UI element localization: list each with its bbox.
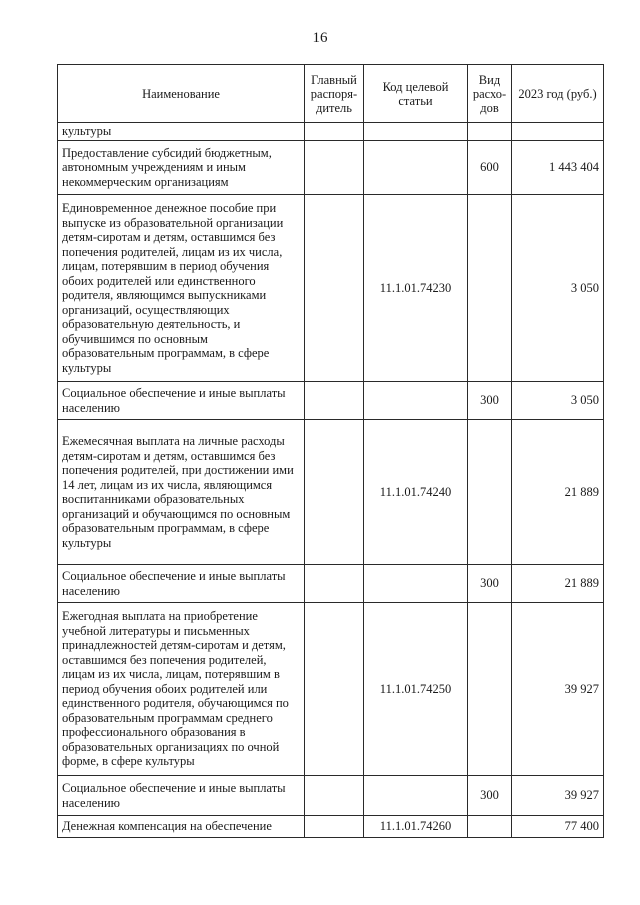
header-amount: 2023 год (руб.) (512, 65, 604, 123)
cell-grbs (305, 141, 364, 195)
header-name: Наименование (58, 65, 305, 123)
cell-grbs (305, 382, 364, 420)
cell-vr (468, 603, 512, 776)
cell-grbs (305, 123, 364, 141)
cell-vr: 300 (468, 776, 512, 816)
cell-kcs (364, 776, 468, 816)
table-header-row (58, 65, 604, 123)
cell-grbs (305, 565, 364, 603)
header-vr: Вид расхо-дов (468, 65, 512, 123)
cell-kcs (364, 123, 468, 141)
cell-kcs: 11.1.01.74260 (364, 816, 468, 838)
cell-grbs (305, 420, 364, 565)
cell-kcs: 11.1.01.74250 (364, 603, 468, 776)
cell-amount: 39 927 (512, 603, 604, 776)
table-row (58, 195, 604, 382)
cell-name: Ежегодная выплата на приобретение учебной литературы и письменных принадлежностей детям-сиротам и детям, оставшимся без попечения родителей, лицам из их числа, лицам, потерявшим в период обучения обоих родителей или единственного родителя, обучающимся по образовательным программам среднего профессионального образования в образовательных организациях по очной форме, в сфере культуры (58, 603, 305, 776)
table-row (58, 123, 604, 141)
cell-name: Ежемесячная выплата на личные расходы детям-сиротам и детям, оставшимся без попечения родителей, при достижении ими 14 лет, лицам из их числа, являющимся воспитанниками образовательных организаций и обучающимся по основным образовательным программам, в сфере культуры (58, 420, 305, 565)
cell-grbs (305, 603, 364, 776)
cell-kcs: 11.1.01.74230 (364, 195, 468, 382)
table-row (58, 816, 604, 838)
cell-vr: 300 (468, 565, 512, 603)
cell-vr (468, 420, 512, 565)
table-row (58, 565, 604, 603)
cell-grbs (305, 776, 364, 816)
cell-vr (468, 123, 512, 141)
cell-name: Предоставление субсидий бюджетным, автономным учреждениям и иным некоммерческим организациям (58, 141, 305, 195)
cell-name: Социальное обеспечение и иные выплаты населению (58, 565, 305, 603)
cell-vr (468, 195, 512, 382)
header-grbs: Главный распоря-дитель (305, 65, 364, 123)
cell-amount: 77 400 (512, 816, 604, 838)
cell-kcs (364, 382, 468, 420)
cell-vr: 600 (468, 141, 512, 195)
cell-kcs: 11.1.01.74240 (364, 420, 468, 565)
cell-vr (468, 816, 512, 838)
table-row (58, 603, 604, 776)
table-row (58, 776, 604, 816)
cell-name: культуры (58, 123, 305, 141)
cell-name: Социальное обеспечение и иные выплаты населению (58, 382, 305, 420)
budget-table (57, 64, 604, 838)
table-row (58, 141, 604, 195)
cell-grbs (305, 195, 364, 382)
cell-kcs (364, 565, 468, 603)
cell-amount: 21 889 (512, 420, 604, 565)
cell-grbs (305, 816, 364, 838)
cell-amount: 21 889 (512, 565, 604, 603)
cell-name: Единовременное денежное пособие при выпуске из образовательной организации детям-сиротам и детям, оставшимся без попечения родителей, лицам из их числа, лицам, потерявшим в период обучения обоих родителей или единственного родителя, являющимся выпускниками организаций, осуществляющих образовательную деятельность, и обучившимся по основным образовательным программам, в сфере культуры (58, 195, 305, 382)
cell-amount (512, 123, 604, 141)
cell-vr: 300 (468, 382, 512, 420)
cell-kcs (364, 141, 468, 195)
cell-amount: 3 050 (512, 382, 604, 420)
table-row (58, 420, 604, 565)
cell-amount: 39 927 (512, 776, 604, 816)
cell-amount: 1 443 404 (512, 141, 604, 195)
cell-name: Денежная компенсация на обеспечение (58, 816, 305, 838)
cell-name: Социальное обеспечение и иные выплаты населению (58, 776, 305, 816)
table-row (58, 382, 604, 420)
page-number: 16 (312, 30, 328, 46)
cell-amount: 3 050 (512, 195, 604, 382)
header-kcs: Код целевой статьи (364, 65, 468, 123)
